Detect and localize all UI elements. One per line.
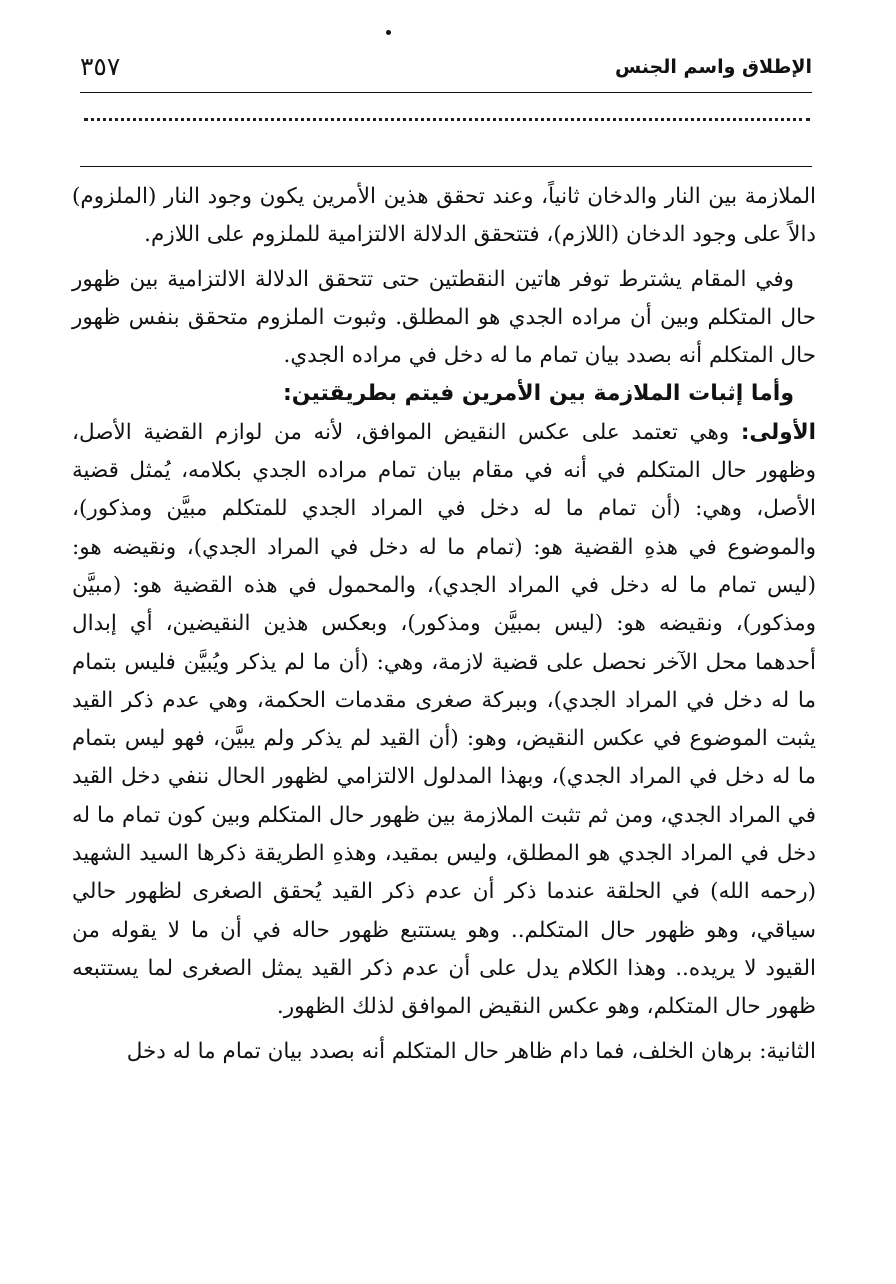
top-dot-mark xyxy=(386,30,391,35)
section-heading: وأما إثبات الملازمة بين الأمرين فيتم بطريقتين: xyxy=(282,381,794,407)
page-number: ٣٥٧ xyxy=(80,52,121,81)
body-text xyxy=(72,178,816,1071)
dotted-separator xyxy=(84,118,810,121)
first-method-text: وهي تعتمد على عكس النقيض الموافق، لأنه من لوازم القضية الأصل، وظهور حال المتكلم في أنه في مقام بيان تمام مراده الجدي بكلامه، يُمثل قضية الأصل، وهي: (أن تمام ما له دخل في المراد الجدي للمتكلم مبيَّن ومذكور)، والموضوع في هذهِ القضية هو: (تمام ما له دخل في المراد الجدي)، ونقيضه هو: (ليس تمام ما له دخل في المراد الجدي)، والمحمول في هذه القضية هو: (مبيَّن ومذكور)، ونقيضه هو: (ليس بمبيَّن ومذكور)، وبعكس هذين النقيضين، أي إبدال أحدهما محل الآخر نحصل على قضية لازمة، وهي: (أن ما لم يذكر ويُبيَّن فليس بتمام ما له دخل في المراد الجدي)، وببركة صغرى مقدمات الحكمة، وهي عدم ذكر القيد يثبت الموضوع في عكس النقيض، وهو: (أن القيد لم يذكر ولم يبيَّن، فهو ليس بتمام ما له دخل في المراد الجدي)، وبهذا المدلول الالتزامي لظهور الحال ننفي دخل القيد في المراد الجدي، ومن ثم تثبت الملازمة بين ظهور حال المتكلم وبين كون تمام ما له دخل في المراد الجدي هو المطلق، وليس بمقيد، وهذهِ الطريقة ذكرها السيد الشهيد (رحمه الله) في الحلقة عندما ذكر أن عدم ذكر القيد يُحقق الصغرى لظهور حالي سياقي، وهو ظهور حال المتكلم.. وهو يستتبع ظهور حاله في أن ما لا يقوله من القيود لا يريده.. وهذا الكلام يدل على أن عدم ذكر القيد يمثل الصغرى لما يستتبعه ظهور حال المتكلم، وهو عكس النقيض الموافق لذلك الظهور. xyxy=(72,419,816,1020)
paragraph-condition: وفي المقام يشترط توفر هاتين النقطتين حتى تتحقق الدلالة الالتزامية بين ظهور حال المتكلم وبين أن مراده الجدي هو المطلق. وثبوت الملزوم متحقق بنفس ظهور حال المتكلم أنه بصدد بيان تمام ما له دخل في مراده الجدي. xyxy=(72,266,816,369)
second-method-label: الثانية: xyxy=(759,1038,816,1064)
paragraph-first-method xyxy=(72,414,816,1027)
paragraph-second-method xyxy=(72,1033,816,1071)
first-method-label: الأولى: xyxy=(740,419,816,445)
second-method-text: برهان الخلف، فما دام ظاهر حال المتكلم أنه بصدد بيان تمام ما له دخل xyxy=(126,1038,753,1064)
paragraph-continuation: الملازمة بين النار والدخان ثانياً، وعند تحقق هذين الأمرين يكون وجود النار (الملزوم) دالاً على وجود الدخان (اللازم)، فتتحقق الدلالة الالتزامية للملزوم على اللازم. xyxy=(72,184,816,248)
page-header xyxy=(80,52,812,88)
text-top-rule xyxy=(80,166,812,167)
running-title: الإطلاق واسم الجنس xyxy=(614,56,812,78)
header-rule xyxy=(80,92,812,93)
